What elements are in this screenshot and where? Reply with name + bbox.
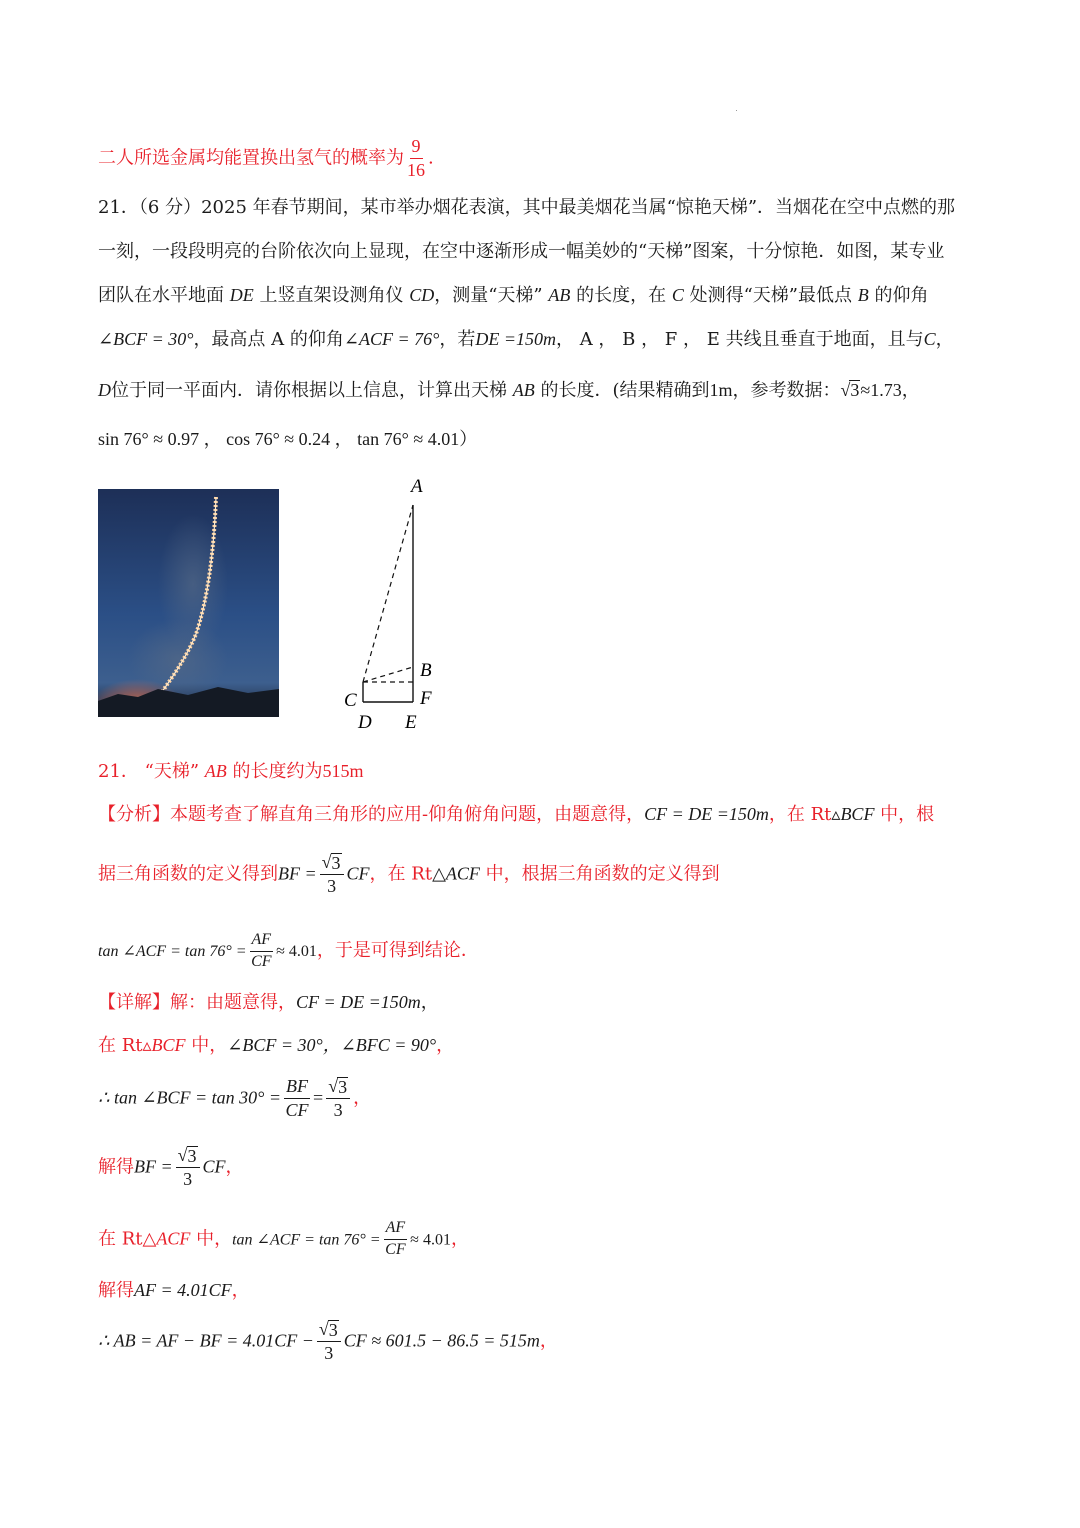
punctuation: ，	[436, 1035, 455, 1056]
sqrt-3: √ 3	[840, 380, 860, 400]
frac-numerator: AF	[250, 932, 274, 952]
frac-denominator: CF	[285, 1099, 309, 1120]
question-points: （6 分）	[138, 197, 202, 218]
math-cf: CF	[346, 863, 370, 884]
math-approx: ≈ 4.01	[410, 1231, 451, 1249]
prev-probability-fraction	[407, 137, 425, 180]
frac-denominator: 3	[183, 1169, 193, 1189]
reference-values: sin 76° ≈ 0.97 ， cos 76° ≈ 0.24 ， tan 76° ≈ 4.01）	[98, 429, 478, 449]
detail-line-5	[98, 1220, 469, 1259]
detail-text: 解：由题意得，	[170, 992, 296, 1013]
math-AB: AB	[548, 285, 571, 305]
radicand: 3	[187, 1146, 197, 1166]
sqrt3-value: ≈1.73，	[860, 380, 920, 400]
math-eq: ∴ AB = AF − BF = 4.01CF −	[98, 1330, 314, 1351]
question-text: ，若	[439, 329, 476, 350]
bf-over-cf	[284, 1077, 310, 1120]
analysis-line-1	[98, 805, 934, 824]
math-angle-BCF: ∠BCF = 30°	[98, 329, 194, 349]
question-text: 的仰角	[874, 285, 929, 306]
label-E: E	[405, 712, 417, 733]
radicand: 3	[850, 380, 860, 400]
frac-denominator: CF	[385, 1240, 406, 1258]
frac-denominator: 16	[407, 159, 425, 180]
unit: 1m	[709, 380, 733, 400]
analysis-text: 中，根	[880, 804, 935, 825]
math-triangle: ▵BCF	[831, 804, 875, 824]
detail-text: 在 Rt	[98, 1035, 143, 1056]
math-DE: DE	[229, 285, 254, 305]
frac-denominator: 3	[333, 1100, 343, 1120]
math-triangle: △ACF	[432, 863, 480, 884]
analysis-text: 据三角函数的定义得到	[98, 863, 278, 885]
label-A: A	[411, 476, 423, 497]
stray-dot	[736, 110, 737, 111]
question-text: 一刻，一段段明亮的台阶依次向上显现，在空中逐渐形成一幅美妙的“天梯”图案，十分惊艳．如图，某专业	[98, 241, 945, 262]
line-CA	[363, 505, 413, 682]
detail-line-1	[98, 993, 439, 1012]
question-text: 2025 年春节期间，某市举办烟花表演，其中最美烟花当属“惊艳天梯”．当烟花在空中点燃的那	[201, 197, 956, 218]
detail-text: 中，	[196, 1228, 233, 1250]
period: .	[428, 147, 434, 169]
frac-denominator: CF	[251, 952, 272, 970]
frac-numerator: BF	[284, 1077, 310, 1099]
question-text: 的长度．(结果精确到	[540, 380, 710, 401]
answer-value: 515m	[322, 761, 364, 781]
question-line-3	[98, 286, 928, 305]
detail-line-7	[98, 1320, 558, 1363]
detail-line-3	[98, 1077, 371, 1120]
analysis-text: 本题考查了解直角三角形的应用-仰角俯角问题，由题意得，	[170, 804, 645, 825]
punctuation: ，	[420, 992, 439, 1013]
analysis-tag: 【分析】	[98, 804, 170, 825]
label-D: D	[358, 712, 372, 733]
punctuation: ，	[231, 1280, 250, 1301]
punctuation: ，	[353, 1087, 372, 1109]
math-eq: CF = DE =150m	[296, 992, 421, 1012]
math-CD: CD	[409, 285, 435, 305]
math-bf: BF =	[134, 1156, 173, 1177]
question-text: 处测得“天梯”最低点	[689, 285, 852, 306]
punctuation: ，	[450, 1228, 469, 1250]
sqrt3-over-3: √ 3 3	[320, 853, 344, 896]
question-text: ，	[935, 329, 954, 350]
question-text: 的长度，在	[576, 285, 667, 306]
math-eq: AF = 4.01CF	[134, 1280, 232, 1300]
math-cf: CF	[202, 1156, 226, 1177]
question-number: 21．	[98, 197, 139, 218]
answer-prefix: 21． “天梯”	[98, 761, 200, 782]
math-result: CF ≈ 601.5 − 86.5 = 515m	[343, 1330, 540, 1351]
question-line-4	[98, 330, 954, 349]
frac-numerator: AF	[384, 1220, 408, 1240]
analysis-text: 中，根据三角函数的定义得到	[485, 863, 720, 885]
af-over-cf	[250, 932, 274, 971]
radicand: 3	[331, 853, 341, 873]
answer-line	[98, 762, 364, 781]
math-AB: AB	[204, 761, 227, 781]
detail-text: 中，	[191, 1035, 228, 1056]
analysis-text: ，在 Rt	[369, 863, 433, 885]
detail-text: 解得	[98, 1156, 134, 1178]
radicand: 3	[338, 1077, 348, 1097]
analysis-line-3	[98, 932, 479, 971]
detail-line-6	[98, 1281, 250, 1300]
math-tan: tan ∠ACF = tan 76° =	[98, 942, 247, 960]
math-approx: ≈ 4.01	[276, 942, 317, 960]
detail-line-4	[98, 1146, 244, 1189]
math-bf: BF =	[278, 863, 317, 884]
detail-line-2	[98, 1036, 454, 1055]
math-angle-ACF: ∠ACF = 76°	[343, 329, 440, 349]
question-text: ，最高点 A 的仰角	[193, 329, 344, 350]
question-text: 上竖直架设测角仪	[259, 285, 404, 306]
label-B: B	[420, 660, 432, 681]
question-line-5	[98, 380, 920, 400]
frac-denominator: 3	[324, 1343, 334, 1363]
prev-conclusion-text: 二人所选金属均能置换出氢气的概率为	[98, 147, 404, 169]
detail-tag: 【详解】	[98, 992, 170, 1013]
math-D: D	[98, 380, 111, 400]
line-CB	[363, 667, 413, 682]
label-C: C	[344, 690, 357, 711]
question-text: 位于同一平面内．请你根据以上信息，计算出天梯	[111, 380, 507, 401]
math-angles: ∠BCF = 30°，∠BFC = 90°	[227, 1035, 437, 1055]
math-C: C	[923, 329, 936, 349]
punctuation: ，	[539, 1330, 558, 1352]
math-tan: tan ∠ACF = tan 76° =	[232, 1231, 381, 1249]
question-text: 团队在水平地面	[98, 285, 224, 306]
math-triangle: ▵BCF	[142, 1035, 186, 1055]
frac-numerator: 9	[410, 137, 423, 159]
math-DE-value: DE =150m	[475, 329, 556, 349]
sqrt3-over-3: √ 3 3	[176, 1146, 200, 1189]
math-eq: CF = DE =150m	[644, 804, 769, 824]
af-over-cf	[384, 1220, 408, 1259]
math-C: C	[671, 285, 684, 305]
question-text: ， A ， B ， F ， E 共线且垂直于地面，且与	[555, 329, 924, 350]
fireworks-ladder-photo	[98, 489, 279, 717]
question-text: ，测量“天梯”	[434, 285, 543, 306]
question-line-1	[98, 199, 955, 217]
math-triangle: △ACF	[142, 1228, 191, 1249]
question-text: ，参考数据：	[732, 380, 841, 401]
sqrt3-over-3: √ 3 3	[317, 1320, 341, 1363]
question-line-2	[98, 243, 944, 261]
punctuation: ，	[225, 1156, 244, 1178]
math-eq: =	[313, 1087, 324, 1108]
detail-text: 解得	[98, 1280, 134, 1301]
frac-denominator: 3	[327, 876, 337, 896]
radicand: 3	[328, 1320, 338, 1340]
analysis-text: ，于是可得到结论．	[316, 939, 479, 961]
math-tan: ∴ tan ∠BCF = tan 30° =	[98, 1087, 282, 1108]
math-B: B	[857, 285, 869, 305]
label-F: F	[420, 688, 432, 709]
geometry-diagram	[340, 470, 460, 735]
question-line-6	[98, 430, 477, 448]
answer-text: 的长度约为	[232, 761, 323, 782]
prev-conclusion	[98, 137, 434, 180]
analysis-text: ，在 Rt	[768, 804, 832, 825]
sqrt3-over-3: √ 3 3	[326, 1077, 350, 1120]
detail-text: 在 Rt	[98, 1228, 143, 1250]
math-AB: AB	[512, 380, 535, 400]
analysis-line-2	[98, 853, 720, 896]
